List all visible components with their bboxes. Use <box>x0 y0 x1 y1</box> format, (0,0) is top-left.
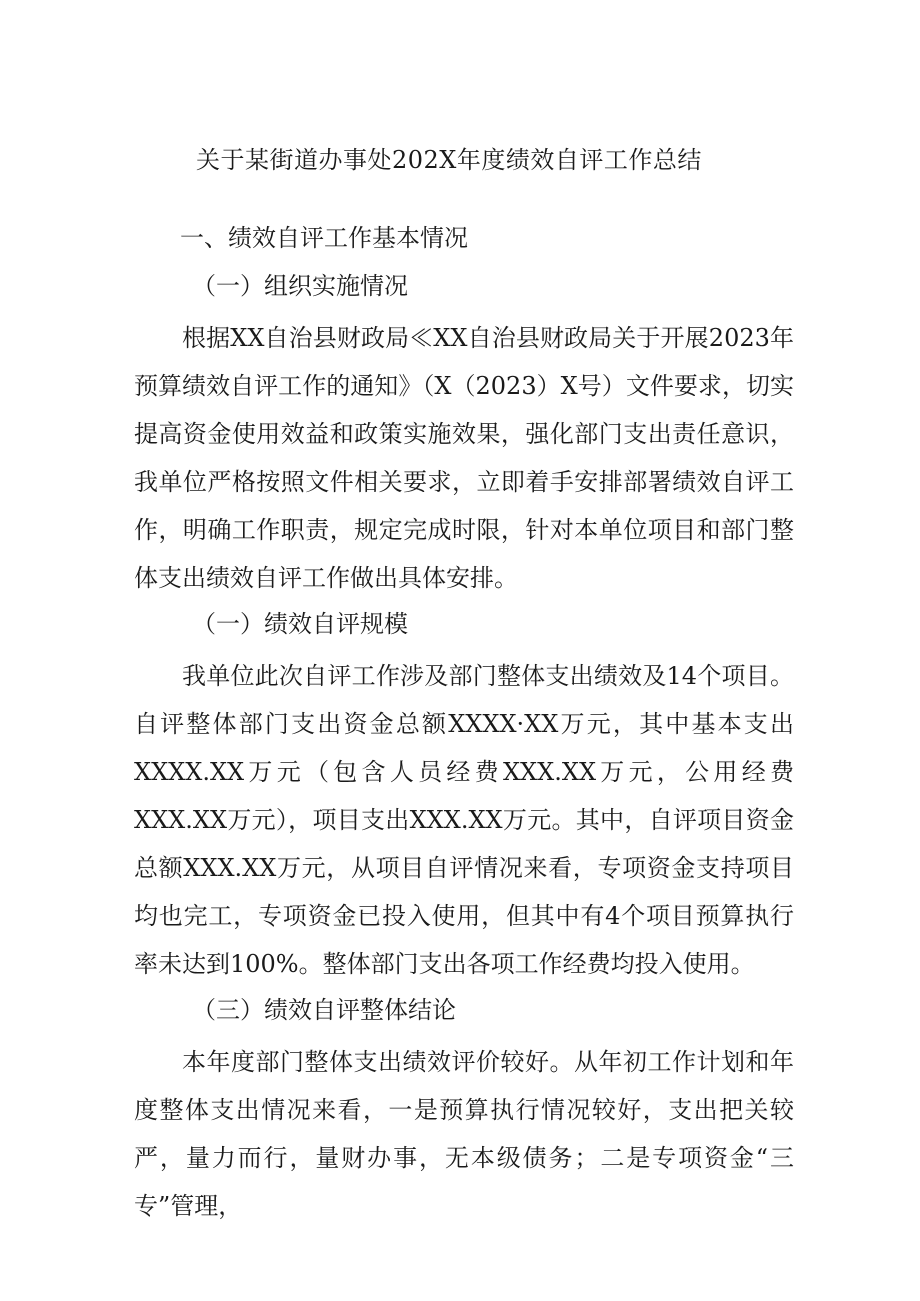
document-title: 关于某街道办事处202X年度绩效自评工作总结 <box>196 146 702 174</box>
subsection-heading-organization: （一）组织实施情况 <box>192 272 408 300</box>
subsection-heading-scale: （一）绩效自评规模 <box>192 610 408 638</box>
paragraph-conclusion: 本年度部门整体支出绩效评价较好。从年初工作计划和年度整体支出情况来看，一是预算执行情况较好，支出把关较严，量力而行，量财办事，无本级债务；二是专项资金“三专”管理， <box>134 1048 794 1220</box>
subsection-heading-conclusion: （三）绩效自评整体结论 <box>192 996 456 1024</box>
paragraph-organization: 根据XX自治县财政局≪XX自治县财政局关于开展2023年预算绩效自评工作的通知》（X（2023）X号）文件要求，切实提高资金使用效益和政策实施效果，强化部门支出责任意识，我单位严格按照文件相关要求，立即着手安排部署绩效自评工作，明确工作职责，规定完成时限，针对本单位项目和部门整体支出绩效自评工作做出具体安排。 <box>134 324 794 592</box>
section-heading-basic-situation: 一、绩效自评工作基本情况 <box>180 224 468 252</box>
paragraph-scale: 我单位此次自评工作涉及部门整体支出绩效及14个项目。自评整体部门支出资金总额XXXX·XX万元，其中基本支出XXXX.XX万元（包含人员经费XXX.XX万元，公用经费XXX.XX万元），项目支出XXX.XX万元。其中，自评项目资金总额XXX.XX万元，从项目自评情况来看，专项资金支持项目均也完工，专项资金已投入使用，但其中有4个项目预算执行率未达到100%。整体部门支出各项工作经费均投入使用。 <box>134 662 794 978</box>
